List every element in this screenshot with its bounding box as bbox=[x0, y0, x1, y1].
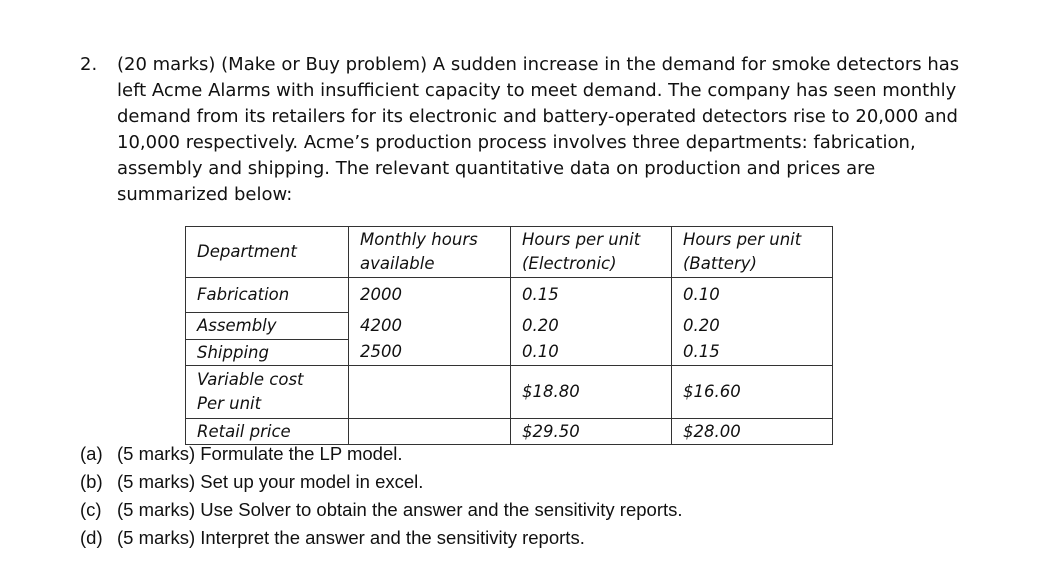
question-line: assembly and shipping. The relevant quantitative data on production and prices are bbox=[117, 158, 876, 179]
header-electronic-line2: (Electronic) bbox=[522, 254, 617, 273]
cell-hours-available: 2000 bbox=[349, 278, 511, 313]
question-line: (20 marks) (Make or Buy problem) A sudden increase in the demand for smoke detectors has bbox=[117, 54, 960, 75]
header-electronic-line1: Hours per unit bbox=[522, 230, 641, 249]
header-battery-line1: Hours per unit bbox=[683, 230, 802, 249]
question-text bbox=[117, 52, 977, 208]
cell-department: Retail price bbox=[186, 419, 349, 445]
cell-electronic: 0.10 bbox=[511, 340, 672, 366]
part-text: (5 marks) Interpret the answer and the sensitivity reports. bbox=[117, 527, 585, 548]
cell-department: Assembly bbox=[186, 313, 349, 340]
header-electronic bbox=[511, 227, 672, 278]
production-data-table bbox=[185, 226, 833, 445]
cell-battery: 0.20 bbox=[672, 313, 833, 340]
question-line: left Acme Alarms with insufficient capacity to meet demand. The company has seen monthly bbox=[117, 80, 957, 101]
table-row-variable-cost bbox=[186, 366, 833, 419]
table-header-row bbox=[186, 227, 833, 278]
table-row-shipping bbox=[186, 340, 833, 366]
cell-hours-available: 4200 bbox=[349, 313, 511, 340]
cell-electronic: 0.20 bbox=[511, 313, 672, 340]
cell-hours-available: 2500 bbox=[349, 340, 511, 366]
header-hours-available-line2: available bbox=[360, 254, 435, 273]
cell-battery: 0.15 bbox=[672, 340, 833, 366]
table-row-fabrication bbox=[186, 278, 833, 313]
part-text: (5 marks) Formulate the LP model. bbox=[117, 443, 403, 464]
question-part bbox=[80, 496, 683, 524]
cell-electronic: $18.80 bbox=[511, 366, 672, 419]
part-text: (5 marks) Use Solver to obtain the answer and the sensitivity reports. bbox=[117, 499, 683, 520]
header-department-label: Department bbox=[197, 242, 297, 261]
table-row-assembly bbox=[186, 313, 833, 340]
question-line: demand from its retailers for its electronic and battery-operated detectors rise to 20,000 and bbox=[117, 106, 958, 127]
cell-hours-available-empty bbox=[349, 366, 511, 419]
question-part bbox=[80, 524, 683, 552]
header-hours-available-line1: Monthly hours bbox=[360, 230, 478, 249]
question-parts bbox=[80, 440, 683, 552]
cell-battery: $28.00 bbox=[672, 419, 833, 445]
part-text: (5 marks) Set up your model in excel. bbox=[117, 471, 424, 492]
cell-variable-cost-label bbox=[186, 366, 349, 419]
question-part bbox=[80, 440, 683, 468]
question-line: summarized below: bbox=[117, 184, 293, 205]
cell-electronic: $29.50 bbox=[511, 419, 672, 445]
header-battery-line2: (Battery) bbox=[683, 254, 757, 273]
question-number: 2. bbox=[80, 54, 98, 75]
cell-battery: 0.10 bbox=[672, 278, 833, 313]
question-part bbox=[80, 468, 683, 496]
cell-battery: $16.60 bbox=[672, 366, 833, 419]
header-hours-available bbox=[349, 227, 511, 278]
part-label: (c) bbox=[80, 499, 102, 520]
cell-department: Shipping bbox=[186, 340, 349, 366]
cell-electronic: 0.15 bbox=[511, 278, 672, 313]
header-battery bbox=[672, 227, 833, 278]
part-label: (d) bbox=[80, 527, 103, 548]
variable-cost-label-line1: Variable cost bbox=[197, 370, 304, 389]
header-department bbox=[186, 227, 349, 278]
cell-department: Fabrication bbox=[186, 278, 349, 313]
part-label: (a) bbox=[80, 443, 103, 464]
variable-cost-label-line2: Per unit bbox=[197, 394, 262, 413]
part-label: (b) bbox=[80, 471, 103, 492]
question-line: 10,000 respectively. Acme’s production process involves three departments: fabrication, bbox=[117, 132, 916, 153]
